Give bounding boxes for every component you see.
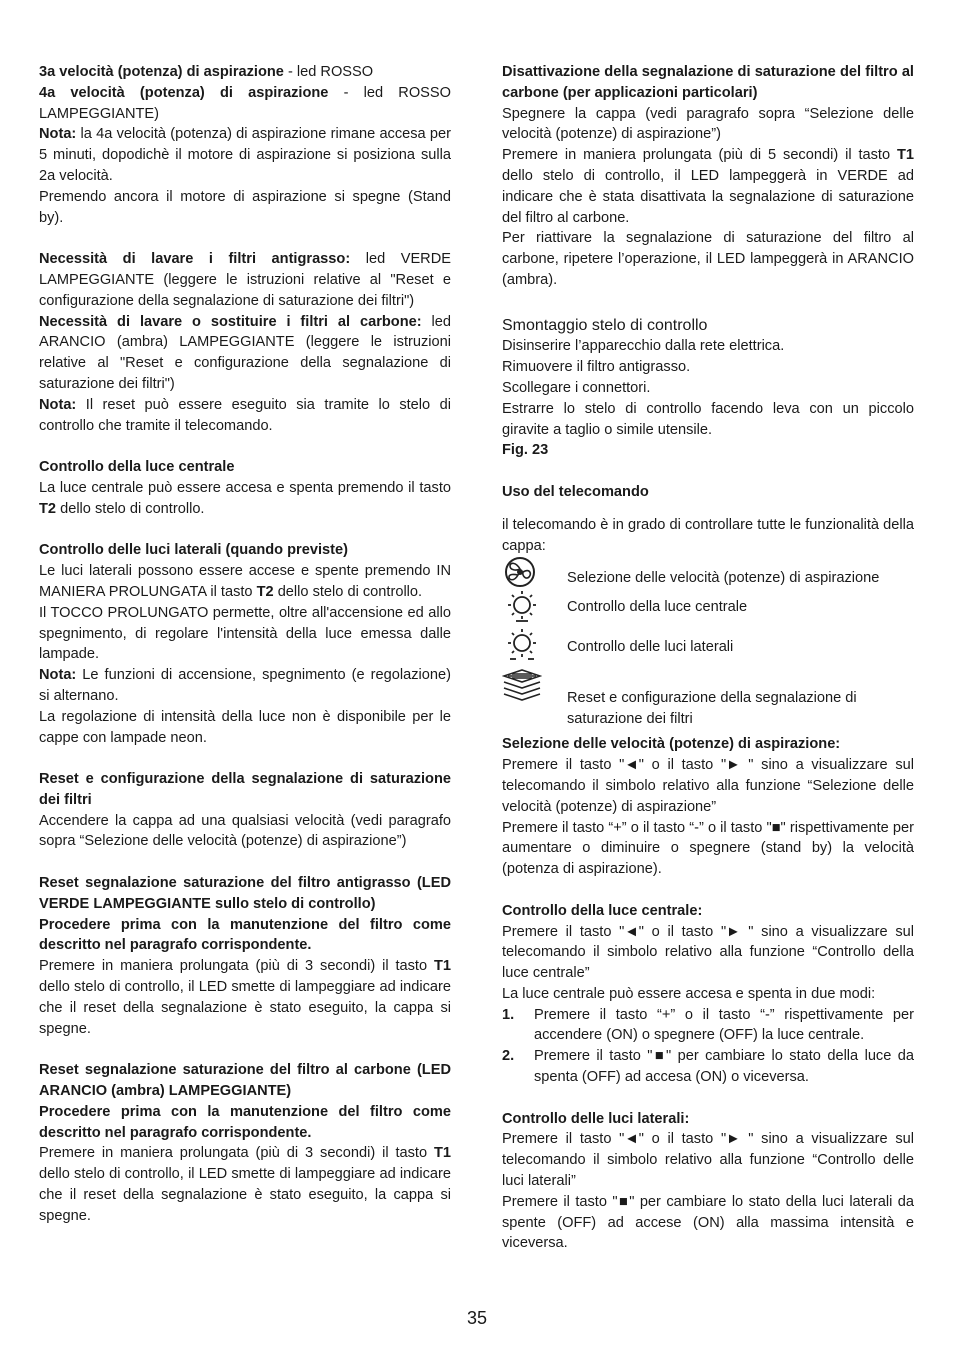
figure-label: Fig. 23 — [502, 442, 549, 459]
fan-icon — [502, 556, 542, 590]
icon-label: Selezione delle velocità (potenze) di aspirazione — [567, 570, 880, 587]
central-control-heading: Controllo della luce centrale: — [502, 902, 703, 919]
lateral-control-text-1: Premere il tasto "◄" o il tasto "► " sino a visualizzare sul telecomando il simbolo relativo alla funzione “Controllo delle luci laterali” — [502, 1131, 914, 1190]
central-control-list — [502, 1005, 914, 1088]
central-light-icon — [502, 590, 542, 624]
right-column — [502, 62, 914, 1254]
lateral-lights-text: Le luci laterali possono essere accese e spente premendo IN MANIERA PROLUNGATA il tasto T2 dello stelo di controllo. — [39, 563, 451, 600]
neon-text: La regolazione di intensità della luce non è disponibile per le cappe con lampade neon. — [39, 708, 451, 746]
note-alternate: Nota: Le funzioni di accensione, spegnimento (e regolazione) si alternano. — [39, 667, 451, 704]
lateral-lights-heading: Controllo delle luci laterali (quando previste) — [39, 542, 348, 559]
note-reset: Nota: Il reset può essere eseguito sia tramite lo stelo di controllo che tramite il telecomando. — [39, 396, 451, 434]
lateral-control-heading: Controllo delle luci laterali: — [502, 1110, 690, 1127]
filter-reset-icon — [502, 668, 542, 702]
carbon-filters-text: Necessità di lavare o sostituire i filtri al carbone: led ARANCIO (ambra) LAMPEGGIANTE (leggere le istruzioni relative al "Reset e configurazione della segnalazione di saturazione dei filtri") — [39, 313, 452, 392]
speed3-line: 3a velocità (potenza) di aspirazione - led ROSSO — [39, 64, 374, 80]
speed-selection-text-2: Premere il tasto “+” o il tasto “-” o il tasto "■" rispettivamente per aumentare o diminuire o spegnere (stand by) la velocità (potenza di aspirazione). — [502, 819, 914, 878]
carbon-reset-heading: Reset segnalazione saturazione del filtro al carbone (LED ARANCIO (ambra) LAMPEGGIANTE) — [39, 1062, 451, 1100]
disable-text-2: Premere in maniera prolungata (più di 5 secondi) il tasto T1 dello stelo di controllo, il LED lampeggerà in VERDE ad indicare che è stata disattivata la segnalazione di saturazione del filtro al carbone. — [502, 147, 914, 226]
note-speed4: Nota: la 4a velocità (potenza) di aspirazione rimane accesa per 5 minuti, dopodichè il motore di aspirazione si posiziona sulla 2a velocità. — [39, 126, 451, 184]
icon-label: Reset e configurazione della segnalazione di saturazione dei filtri — [567, 690, 857, 728]
speed-selection-text-1: Premere il tasto "◄" o il tasto "► " sino a visualizzare sul telecomando il simbolo relativo alla funzione “Selezione delle velocità (potenze) di aspirazione” — [502, 757, 914, 815]
icon-row-fan — [502, 556, 914, 590]
speed4-line: 4a velocità (potenza) di aspirazione - led ROSSO LAMPEGGIANTE) — [39, 84, 451, 122]
disable-heading: Disattivazione della segnalazione di saturazione del filtro al carbone (per applicazioni particolari) — [502, 64, 914, 101]
left-column — [39, 62, 451, 1227]
carbon-reset-text: Premere in maniera prolungata (più di 3 secondi) il tasto T1 dello stelo di controllo, il LED smette di lampeggiare ad indicare che il reset della segnalazione è stato eseguito, la cappa si spegne. — [39, 1145, 451, 1224]
dismount-step: Rimuovere il filtro antigrasso. — [502, 359, 691, 376]
grease-reset-heading: Reset segnalazione saturazione del filtro antigrasso (LED VERDE LAMPEGGIANTE sullo stelo di controllo) — [39, 875, 451, 912]
disable-text-3: Per riattivare la segnalazione di saturazione del filtro al carbone, ripetere l’operazione, il LED lampeggerà in ARANCIO (ambra). — [502, 230, 914, 288]
standby-text: Premendo ancora il motore di aspirazione si spegne (Stand by). — [39, 188, 451, 226]
icon-label: Controllo delle luci laterali — [567, 639, 734, 656]
reset-config-text: Accendere la cappa ad una qualsiasi velocità (vedi paragrafo sopra “Selezione delle velocità (potenze) di aspirazione”) — [39, 812, 451, 850]
long-touch-text: Il TOCCO PROLUNGATO permette, oltre all'accensione ed allo spegnimento, di regolare l'intensità della luce emessa dalle lampade. — [39, 604, 451, 663]
disable-text-1: Spegnere la cappa (vedi paragrafo sopra “Selezione delle velocità (potenze) di aspirazione”) — [502, 105, 914, 143]
remote-intro: il telecomando è in grado di controllare tutte le funzionalità della cappa: — [502, 516, 914, 554]
carbon-reset-bold-text: Procedere prima con la manutenzione del filtro come descritto nel paragrafo corrispondente. — [39, 1103, 451, 1141]
list-item: 1. Premere il tasto “+” o il tasto “-” rispettivamente per accendere (ON) o spegnere (OFF) la luce centrale. — [502, 1006, 914, 1044]
dismount-step: Estrarre lo stelo di controllo facendo leva con un piccolo giravite a taglio o simile utensile. — [502, 400, 914, 438]
grease-reset-bold-text: Procedere prima con la manutenzione del filtro come descritto nel paragrafo corrispondente. — [39, 916, 451, 954]
central-light-text: La luce centrale può essere accesa e spenta premendo il tasto T2 dello stelo di controllo. — [39, 479, 451, 517]
dismount-heading: Smontaggio stelo di controllo — [502, 316, 708, 334]
central-control-text-1: Premere il tasto "◄" o il tasto "► " sino a visualizzare sul telecomando il simbolo relativo alla funzione “Controllo della luce centrale” — [502, 923, 914, 982]
reset-config-heading: Reset e configurazione della segnalazione di saturazione dei filtri — [39, 771, 451, 808]
lateral-control-text-2: Premere il tasto "■" per cambiare lo stato della luci laterali da spente (OFF) ad accese (ON) alla massima intensità e viceversa. — [502, 1193, 914, 1252]
icon-row-central-light — [502, 590, 914, 628]
speed-selection-heading: Selezione delle velocità (potenze) di aspirazione: — [502, 736, 841, 753]
central-control-text-2: La luce centrale può essere accesa e spenta in due modi: — [502, 985, 876, 1002]
remote-heading: Uso del telecomando — [502, 483, 649, 500]
icon-row-side-lights — [502, 628, 914, 668]
page-number: 35 — [466, 1308, 488, 1328]
wash-filters-text: Necessità di lavare i filtri antigrasso: led VERDE LAMPEGGIANTE (leggere le istruzioni relative al "Reset e configurazione della segnalazione di saturazione dei filtri") — [39, 251, 451, 309]
central-light-heading: Controllo della luce centrale — [39, 459, 235, 476]
grease-reset-text: Premere in maniera prolungata (più di 3 secondi) il tasto T1 dello stelo di controllo, il LED smette di lampeggiare ad indicare che il reset della segnalazione è stato eseguito, la cappa si spegne. — [39, 958, 451, 1037]
dismount-step: Scollegare i connettori. — [502, 379, 651, 396]
icon-label: Controllo della luce centrale — [567, 599, 748, 616]
dismount-step: Disinserire l’apparecchio dalla rete elettrica. — [502, 338, 785, 355]
side-lights-icon — [502, 628, 542, 662]
icon-row-filter-reset — [502, 668, 914, 734]
list-item: 2. Premere il tasto "■" per cambiare lo stato della luce da spenta (OFF) ad accesa (ON) o viceversa. — [502, 1048, 914, 1086]
